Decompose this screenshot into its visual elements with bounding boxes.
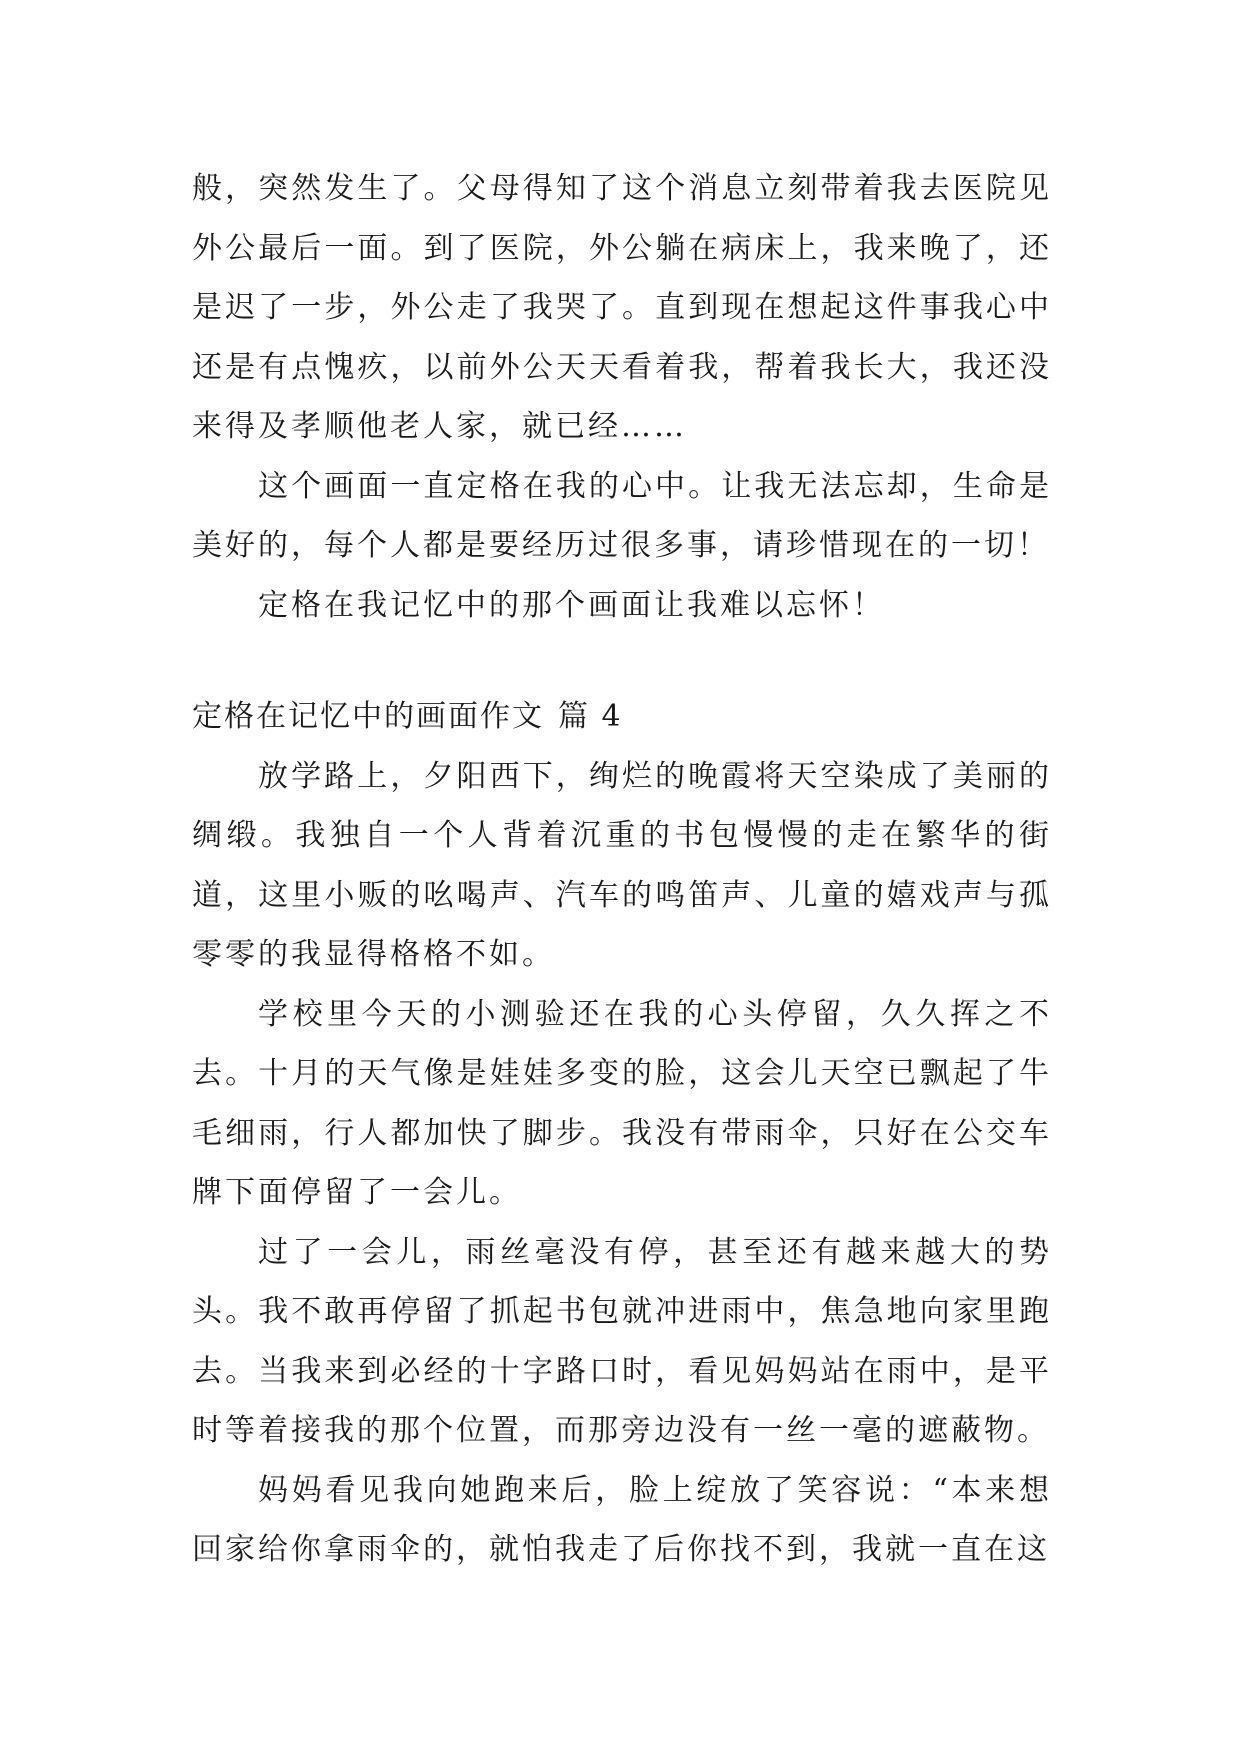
paragraph: 过了一会儿，雨丝毫没有停，甚至还有越来越大的势头。我不敢再停留了抓起书包就冲进雨中，焦急地向家里跑去。当我来到必经的十字路口时，看见妈妈站在雨中，是平时等着接我的那个位置，而那旁边没有一丝一毫的遮蔽物。 [192, 1234, 1052, 1448]
paragraph: 放学路上，夕阳西下，绚烂的晚霞将天空染成了美丽的绸缎。我独自一个人背着沉重的书包慢慢的走在繁华的街道，这里小贩的吆喝声、汽车的鸣笛声、儿童的嬉戏声与孤零零的我显得格格不如。 [192, 758, 1052, 972]
paragraph: 定格在我记忆中的那个画面让我难以忘怀！ [258, 587, 885, 623]
section-heading [192, 687, 1052, 747]
section-part: 篇 4 [558, 699, 623, 734]
paragraph: 这个画面一直定格在我的心中。让我无法忘却，生命是美好的，每个人都是要经历过很多事，请珍惜现在的一切！ [192, 468, 1052, 563]
text-block-top [192, 159, 1052, 635]
text-block-section-4 [192, 687, 1052, 1580]
continued-paragraph: 般，突然发生了。父母得知了这个消息立刻带着我去医院见外公最后一面。到了医院，外公躺在病床上，我来晚了，还是迟了一步，外公走了我哭了。直到现在想起这件事我心中还是有点愧疚，以前外公天天看着我，帮着我长大，我还没来得及孝顺他老人家，就已经…… [192, 171, 1052, 444]
paragraph: 妈妈看见我向她跑来后，脸上绽放了笑容说：“本来想回家给你拿雨伞的，就怕我走了后你找不到，我就一直在这 [192, 1472, 1052, 1567]
paragraph: 学校里今天的小测验还在我的心头停留，久久挥之不去。十月的天气像是娃娃多变的脸，这会儿天空已飘起了牛毛细雨，行人都加快了脚步。我没有带雨伞，只好在公交车牌下面停留了一会儿。 [192, 996, 1052, 1210]
section-title: 定格在记忆中的画面作文 [192, 699, 544, 734]
